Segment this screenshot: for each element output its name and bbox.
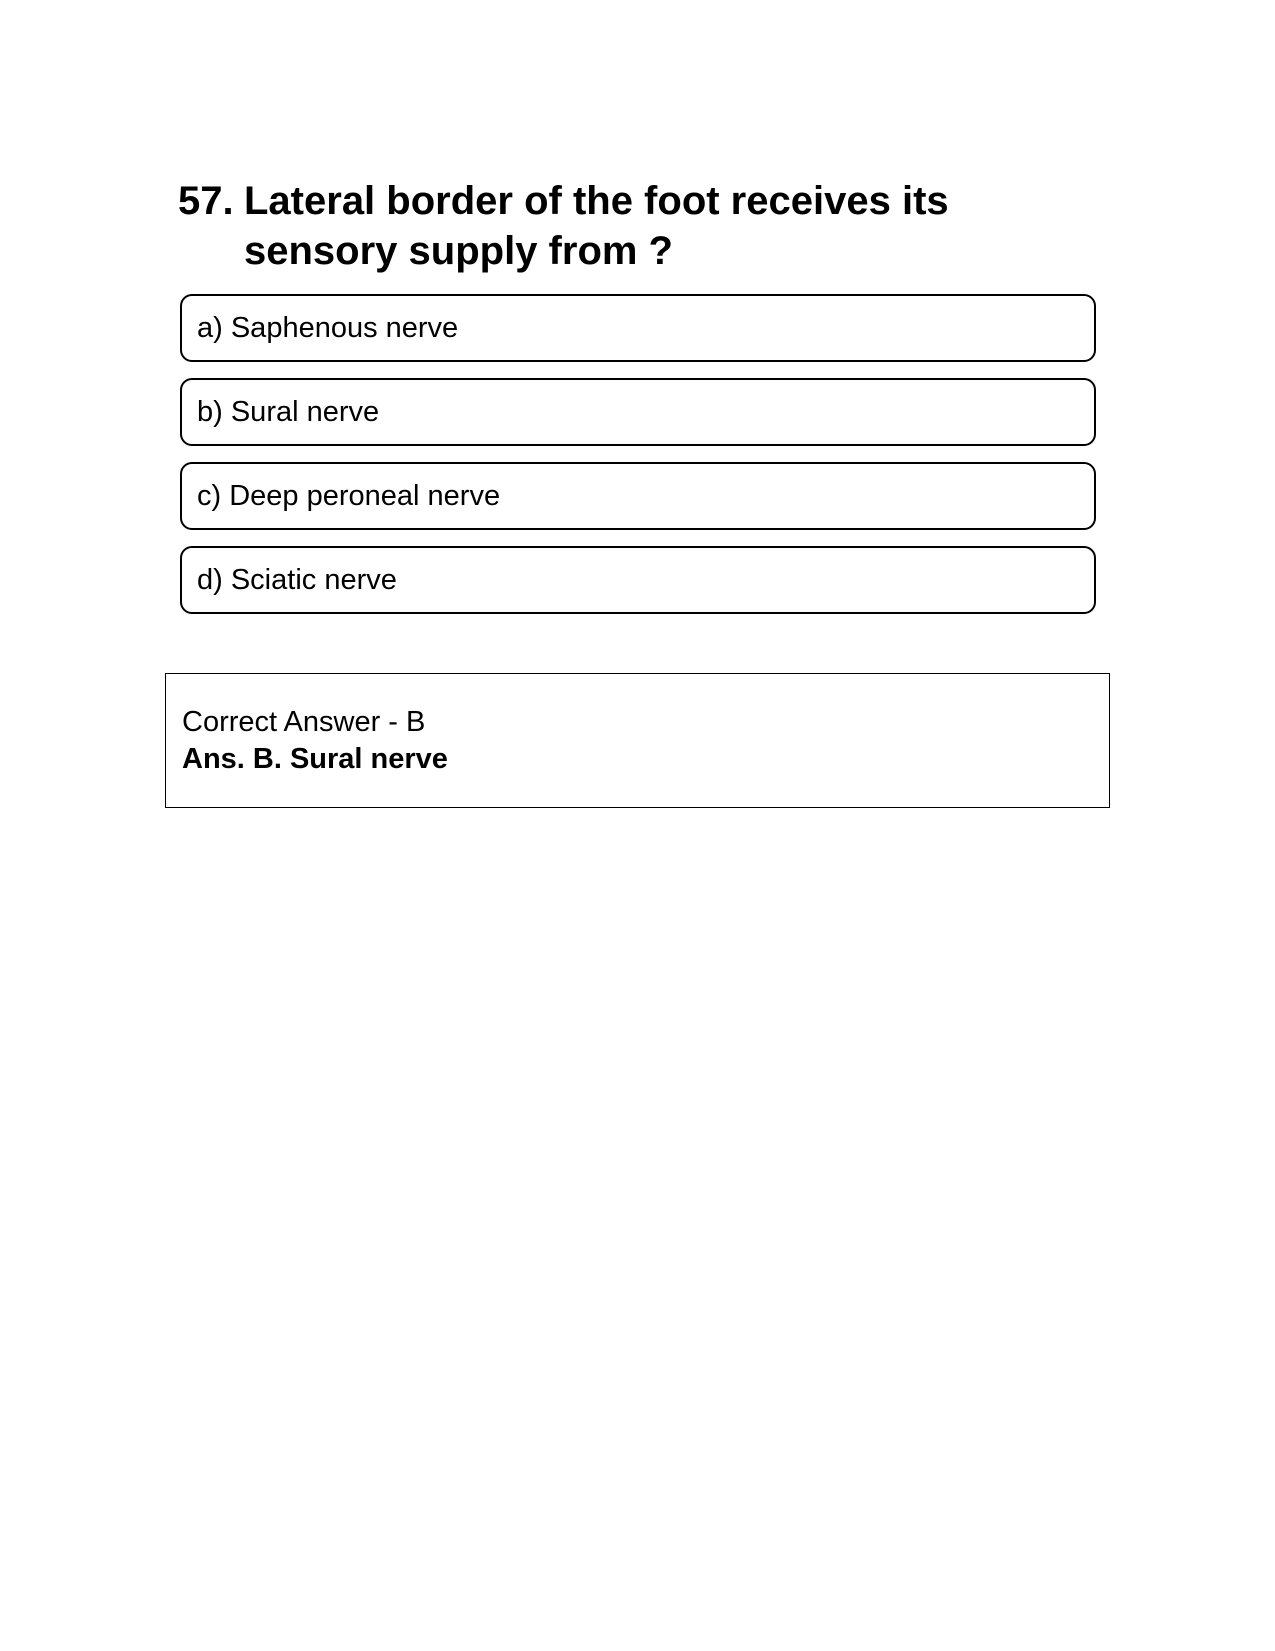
option-a[interactable] xyxy=(180,294,1096,362)
question-text: Lateral border of the foot receives its sensory supply from ? xyxy=(244,179,949,273)
option-c[interactable] xyxy=(180,462,1096,530)
option-label: d) Sciatic nerve xyxy=(197,563,397,596)
answer-box xyxy=(165,673,1110,808)
option-d[interactable] xyxy=(180,546,1096,614)
option-label: c) Deep peroneal nerve xyxy=(197,479,501,512)
answer-explanation-line: Ans. B. Sural nerve xyxy=(182,743,448,775)
question-number: 57. xyxy=(178,179,234,223)
option-b[interactable] xyxy=(180,378,1096,446)
option-label: a) Saphenous nerve xyxy=(197,311,459,344)
question-heading xyxy=(178,176,1058,276)
answer-options xyxy=(180,294,1096,630)
correct-answer-line: Correct Answer - B xyxy=(182,706,426,738)
option-label: b) Sural nerve xyxy=(197,395,380,428)
